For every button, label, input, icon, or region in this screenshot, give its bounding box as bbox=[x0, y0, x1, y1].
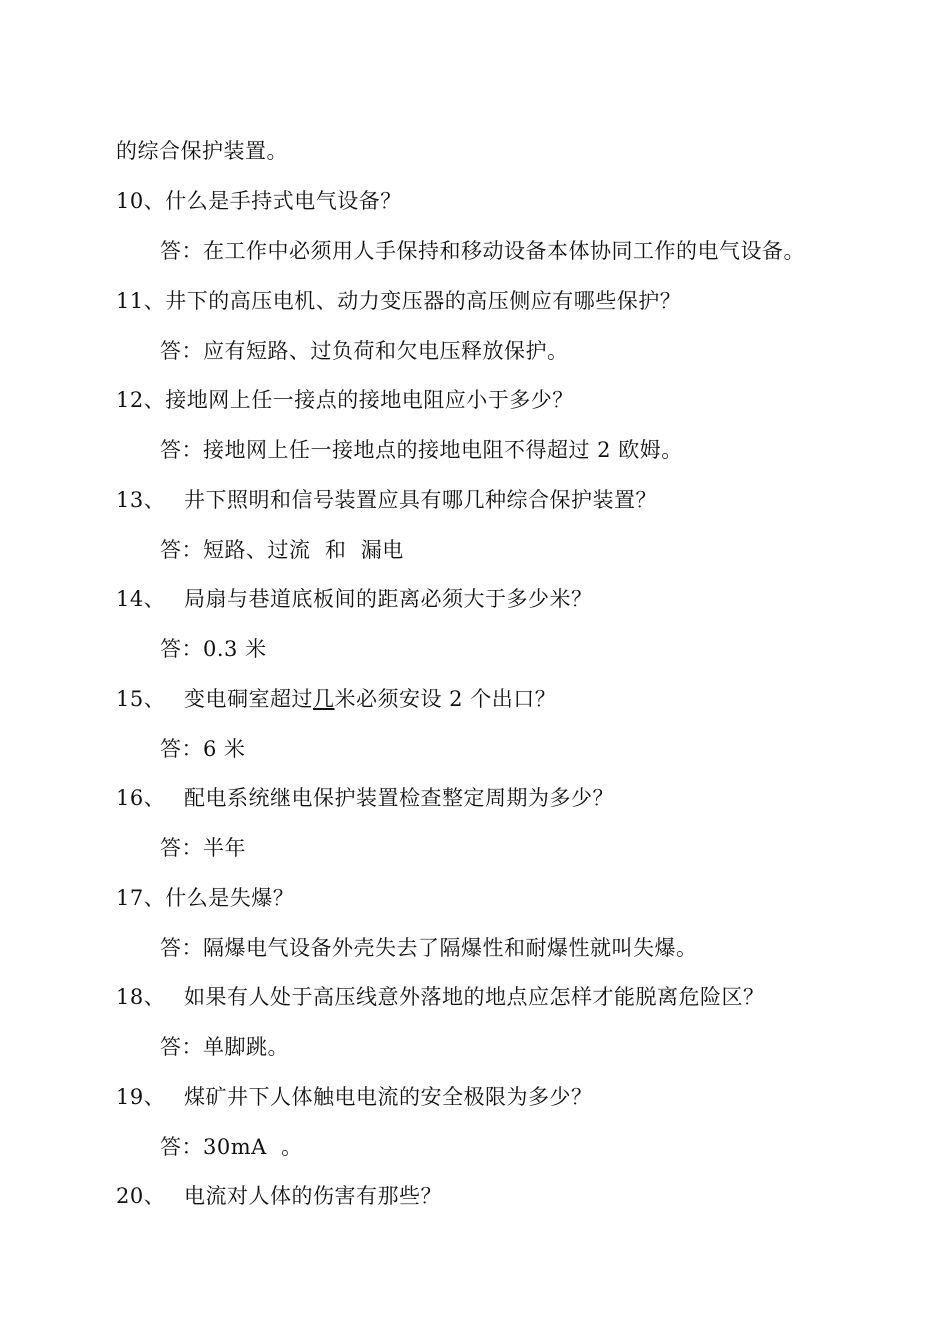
question-11 bbox=[116, 287, 681, 315]
question-text: 局扇与巷道底板间的距离必须大于多少米？ bbox=[184, 587, 593, 611]
question-number: 15、 bbox=[116, 687, 166, 711]
question-13 bbox=[116, 486, 657, 514]
question-14 bbox=[116, 585, 593, 613]
question-19 bbox=[116, 1083, 593, 1111]
question-number: 16、 bbox=[116, 786, 166, 810]
question-number: 17、 bbox=[116, 886, 166, 910]
question-12 bbox=[116, 386, 574, 414]
question-text: 电流对人体的伤害有那些？ bbox=[184, 1184, 442, 1208]
question-text: 接地网上任一接点的接地电阻应小于多少？ bbox=[165, 388, 574, 412]
answer-18: 答：单脚跳。 bbox=[160, 1035, 289, 1059]
question-number: 10、 bbox=[116, 189, 166, 213]
question-number: 19、 bbox=[116, 1085, 166, 1109]
answer-10: 答：在工作中必须用人手保持和移动设备本体协同工作的电气设备。 bbox=[160, 239, 805, 263]
question-text-underlined: 几 bbox=[313, 687, 335, 711]
lead-line: 的综合保护装置。 bbox=[116, 139, 288, 163]
question-text: 什么是手持式电气设备？ bbox=[165, 189, 402, 213]
answer-11: 答：应有短路、过负荷和欠电压释放保护。 bbox=[160, 339, 569, 363]
answer-19: 答：30mA 。 bbox=[160, 1135, 303, 1159]
answer-12: 答：接地网上任一接地点的接地电阻不得超过 2 欧姆。 bbox=[160, 438, 683, 462]
answer-15: 答：6 米 bbox=[160, 737, 246, 761]
question-text: 什么是失爆？ bbox=[165, 886, 295, 910]
answer-13: 答：短路、过流 和 漏电 bbox=[160, 538, 404, 562]
question-number: 11、 bbox=[116, 289, 166, 313]
question-number: 18、 bbox=[116, 985, 166, 1009]
question-number: 13、 bbox=[116, 488, 166, 512]
question-20 bbox=[116, 1182, 442, 1210]
question-text: 配电系统继电保护装置检查整定周期为多少？ bbox=[184, 786, 614, 810]
answer-17: 答：隔爆电气设备外壳失去了隔爆性和耐爆性就叫失爆。 bbox=[160, 936, 698, 960]
answer-14: 答：0.3 米 bbox=[160, 637, 267, 661]
question-text-part2: 米必须安设 2 个出口？ bbox=[334, 687, 557, 711]
question-text-part1: 变电硐室超过 bbox=[184, 687, 313, 711]
question-number: 14、 bbox=[116, 587, 166, 611]
answer-16: 答：半年 bbox=[160, 836, 246, 860]
question-15 bbox=[116, 685, 556, 713]
question-text: 井下照明和信号装置应具有哪几种综合保护装置？ bbox=[184, 488, 657, 512]
question-10 bbox=[116, 187, 402, 215]
question-18 bbox=[116, 983, 765, 1011]
question-number: 20、 bbox=[116, 1184, 166, 1208]
question-text: 井下的高压电机、动力变压器的高压侧应有哪些保护？ bbox=[165, 289, 682, 313]
question-text: 煤矿井下人体触电电流的安全极限为多少？ bbox=[184, 1085, 593, 1109]
question-16 bbox=[116, 784, 614, 812]
question-17 bbox=[116, 884, 294, 912]
question-text: 如果有人处于高压线意外落地的地点应怎样才能脱离危险区？ bbox=[184, 985, 765, 1009]
question-number: 12、 bbox=[116, 388, 166, 412]
